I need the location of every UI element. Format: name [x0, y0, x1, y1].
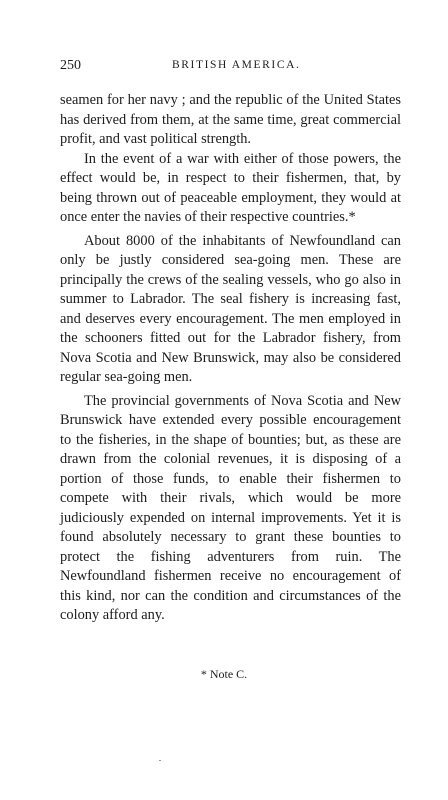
footnote: * Note C. — [200, 667, 248, 681]
paragraph-sea-going-men: About 8000 of the inhabitants of Newfoundland can only be justly considered sea-going men. These are principally the crews of the sealing vessels, who go also in summer to Labrador. The seal fishery is increasing fast, and deserves every encouragement. The men employed in the schooners fitted out for the Labrador fishery, from Nova Scotia and New Brunswick, may also be considered regular sea-going men. — [60, 232, 401, 385]
page-header — [60, 58, 400, 78]
paper-speck — [159, 760, 161, 761]
page-number: 250 — [60, 58, 81, 73]
running-head: BRITISH AMERICA. — [172, 59, 301, 71]
body-text — [60, 91, 401, 626]
paragraph-bounties: The provincial governments of Nova Scotia and New Brunswick have extended every possible encouragement to the fisheries, in the shape of bounties; but, as these are drawn from the colonial revenues, it is disposing of a portion of those funds, to enable their fishermen to compete with their rivals, which would be more judiciously expended on internal improvements. Yet it is found absolutely necessary to grant these bounties to protect the fishing adventurers from ruin. The Newfoundland fishermen receive no encouragement of this kind, nor can the condition and circumstances of the colony afford any. — [60, 392, 401, 623]
paragraph-war-effect: In the event of a war with either of those powers, the effect would be, in respect to their fishermen, that, by being thrown out of peaceable employment, they would at once enter the navies of their respective countries.* — [60, 150, 401, 225]
paragraph-continued: seamen for her navy ; and the republic of the United States has derived from them, at the same time, great commercial profit, and vast political strength. — [60, 92, 401, 147]
